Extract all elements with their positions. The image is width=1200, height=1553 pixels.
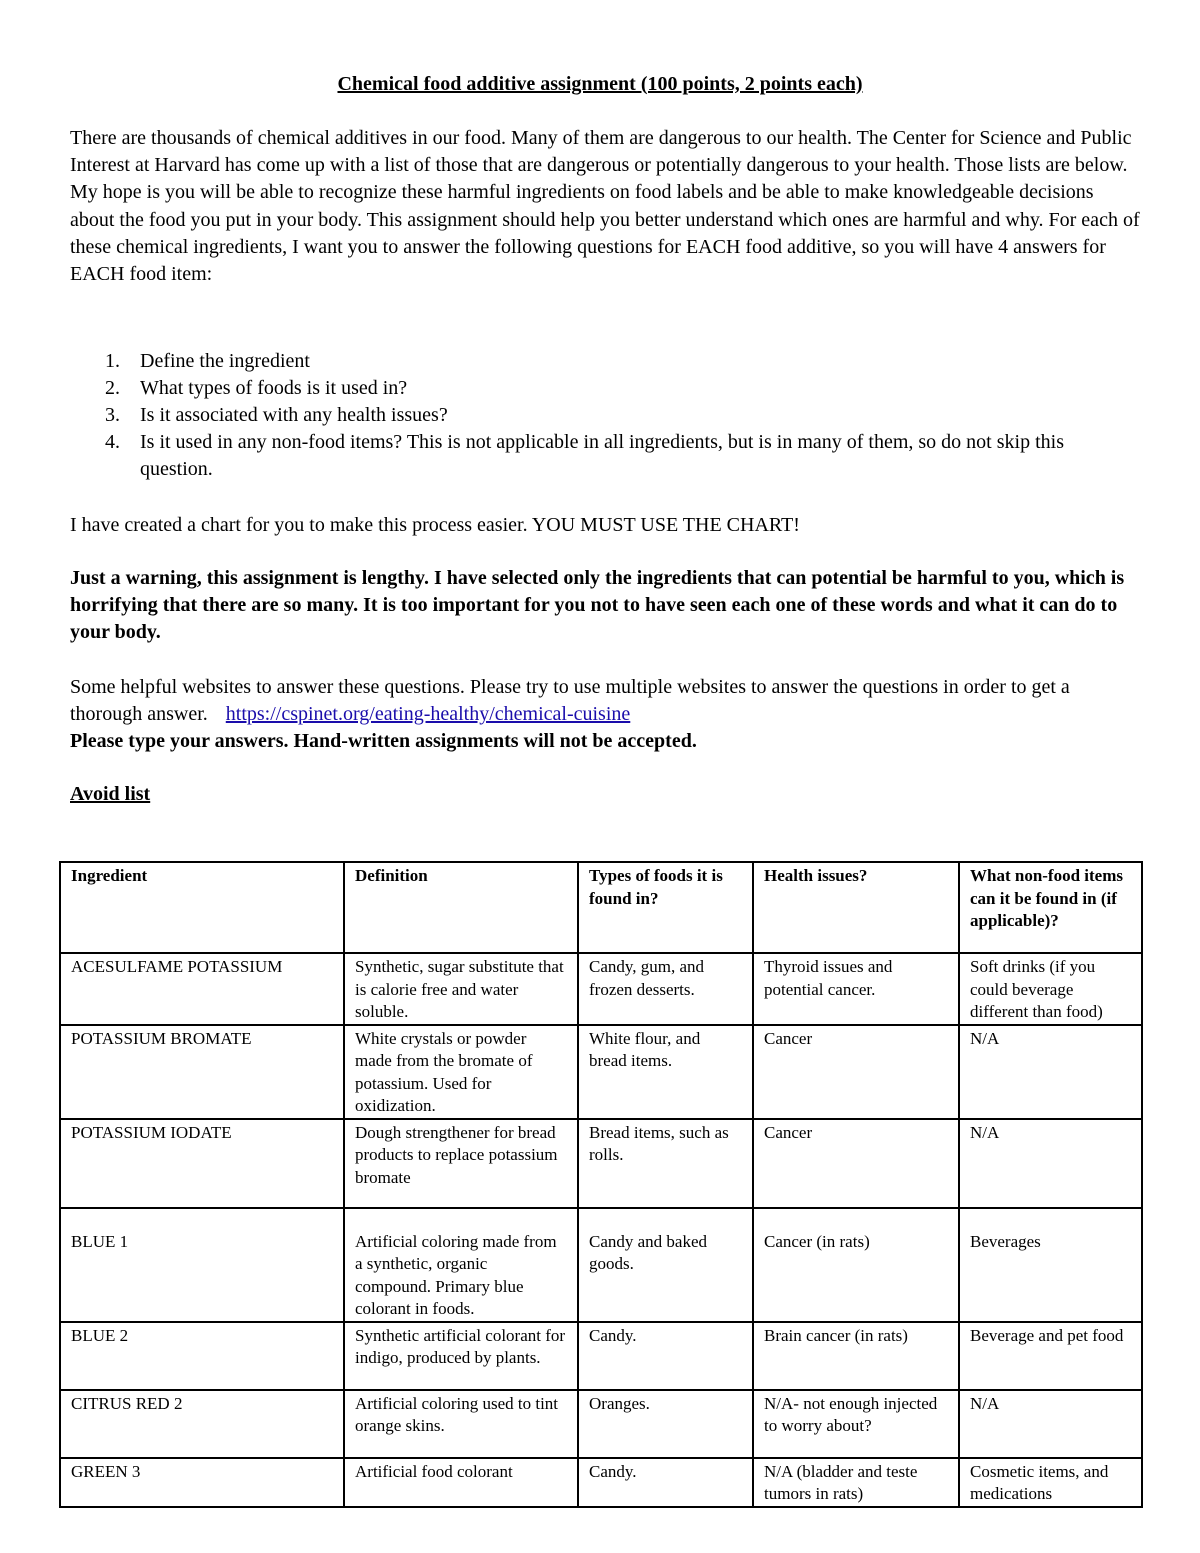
table-row xyxy=(60,1119,1142,1208)
header-definition: Definition xyxy=(344,862,578,953)
ingredient-cell[interactable]: BLUE 1 xyxy=(60,1208,344,1322)
typed-answers-note: Please type your answers. Hand-written assignments will not be accepted. xyxy=(70,730,697,752)
definition-cell[interactable]: Artificial coloring made from a synthetic, organic compound. Primary blue colorant in foods. xyxy=(344,1208,578,1322)
non-food-cell[interactable]: N/A xyxy=(959,1390,1142,1458)
food-types-cell[interactable]: Oranges. xyxy=(578,1390,753,1458)
ingredient-cell[interactable]: ACESULFAME POTASSIUM xyxy=(60,953,344,1025)
ingredient-cell[interactable]: POTASSIUM IODATE xyxy=(60,1119,344,1208)
non-food-cell[interactable]: Beverages xyxy=(959,1208,1142,1322)
food-types-cell[interactable]: Candy. xyxy=(578,1322,753,1390)
table-row xyxy=(60,953,1142,1025)
header-food-types: Types of foods it is found in? xyxy=(578,862,753,953)
non-food-cell[interactable]: Cosmetic items, and medications xyxy=(959,1458,1142,1507)
question-item xyxy=(70,348,1140,375)
food-types-cell[interactable]: Candy. xyxy=(578,1458,753,1507)
ingredient-cell[interactable]: POTASSIUM BROMATE xyxy=(60,1025,344,1119)
intro-paragraph: There are thousands of chemical additives in our food. Many of them are dangerous to our health. The Center for Science and Public Interest at Harvard has come up with a list of those that are dangerous or potentially dangerous to your health. Those lists are below. My hope is you will be able to recognize these harmful ingredients on food labels and be able to make knowledgeable decisions about the food you put in your body. This assignment should help you better understand which ones are harmful and why. For each of these chemical ingredients, I want you to answer the following questions for EACH food additive, so you will have 4 answers for EACH food item: xyxy=(70,127,1140,286)
question-text: Define the ingredient xyxy=(140,350,310,372)
definition-cell[interactable]: Synthetic artificial colorant for indigo, produced by plants. xyxy=(344,1322,578,1390)
question-item xyxy=(70,375,1140,402)
food-types-cell[interactable]: White flour, and bread items. xyxy=(578,1025,753,1119)
health-issues-cell[interactable]: Thyroid issues and potential cancer. xyxy=(753,953,959,1025)
food-types-cell[interactable]: Candy and baked goods. xyxy=(578,1208,753,1322)
health-issues-cell[interactable]: Cancer (in rats) xyxy=(753,1208,959,1322)
ingredient-cell[interactable]: GREEN 3 xyxy=(60,1458,344,1507)
health-issues-cell[interactable]: Brain cancer (in rats) xyxy=(753,1322,959,1390)
chart-note: I have created a chart for you to make this process easier. YOU MUST USE THE CHART! xyxy=(70,514,800,536)
definition-cell[interactable]: White crystals or powder made from the bromate of potassium. Used for oxidization. xyxy=(344,1025,578,1119)
header-health-issues: Health issues? xyxy=(753,862,959,953)
health-issues-cell[interactable]: N/A- not enough injected to worry about? xyxy=(753,1390,959,1458)
definition-cell[interactable]: Artificial coloring used to tint orange skins. xyxy=(344,1390,578,1458)
food-types-cell[interactable]: Candy, gum, and frozen desserts. xyxy=(578,953,753,1025)
definition-cell[interactable]: Synthetic, sugar substitute that is calorie free and water soluble. xyxy=(344,953,578,1025)
question-number: 1. xyxy=(105,350,120,372)
additives-table xyxy=(59,861,1143,1508)
header-non-food-items: What non-food items can it be found in (if applicable)? xyxy=(959,862,1142,953)
question-number: 2. xyxy=(105,377,120,399)
assignment-title: Chemical food additive assignment (100 points, 2 points each) xyxy=(337,73,863,95)
websites-paragraph xyxy=(70,674,1140,755)
table-row xyxy=(60,1025,1142,1119)
question-text: What types of foods is it used in? xyxy=(140,377,408,399)
food-types-cell[interactable]: Bread items, such as rolls. xyxy=(578,1119,753,1208)
table-row xyxy=(60,1390,1142,1458)
table-row xyxy=(60,1458,1142,1507)
warning-paragraph: Just a warning, this assignment is lengthy. I have selected only the ingredients that can potential be harmful to you, which is horrifying that there are so many. It is too important for you not to have seen each one of these words and what it can do to your body. xyxy=(70,567,1125,643)
health-issues-cell[interactable]: Cancer xyxy=(753,1025,959,1119)
question-item xyxy=(70,429,1140,483)
non-food-cell[interactable]: Soft drinks (if you could beverage different than food) xyxy=(959,953,1142,1025)
ingredient-cell[interactable]: CITRUS RED 2 xyxy=(60,1390,344,1458)
question-list xyxy=(70,348,1140,483)
table-header-row xyxy=(60,862,1142,953)
definition-cell[interactable]: Dough strengthener for bread products to replace potassium bromate xyxy=(344,1119,578,1208)
question-text: Is it associated with any health issues? xyxy=(140,404,448,426)
non-food-cell[interactable]: N/A xyxy=(959,1119,1142,1208)
question-number: 4. xyxy=(105,431,120,453)
question-text: Is it used in any non-food items? This is not applicable in all ingredients, but is in many of them, so do not skip this question. xyxy=(140,431,1064,480)
cspinet-link[interactable]: https://cspinet.org/eating-healthy/chemical-cuisine xyxy=(225,703,631,725)
non-food-cell[interactable]: Beverage and pet food xyxy=(959,1322,1142,1390)
header-ingredient: Ingredient xyxy=(60,862,344,953)
definition-cell[interactable]: Artificial food colorant xyxy=(344,1458,578,1507)
health-issues-cell[interactable]: N/A (bladder and teste tumors in rats) xyxy=(753,1458,959,1507)
websites-text: Some helpful websites to answer these questions. Please try to use multiple websites to answer the questions in order to get a thorough answer. xyxy=(70,676,1070,725)
question-item xyxy=(70,402,1140,429)
table-row xyxy=(60,1322,1142,1390)
health-issues-cell[interactable]: Cancer xyxy=(753,1119,959,1208)
question-number: 3. xyxy=(105,404,120,426)
avoid-list-heading: Avoid list xyxy=(70,783,151,805)
non-food-cell[interactable]: N/A xyxy=(959,1025,1142,1119)
table-row xyxy=(60,1208,1142,1322)
ingredient-cell[interactable]: BLUE 2 xyxy=(60,1322,344,1390)
